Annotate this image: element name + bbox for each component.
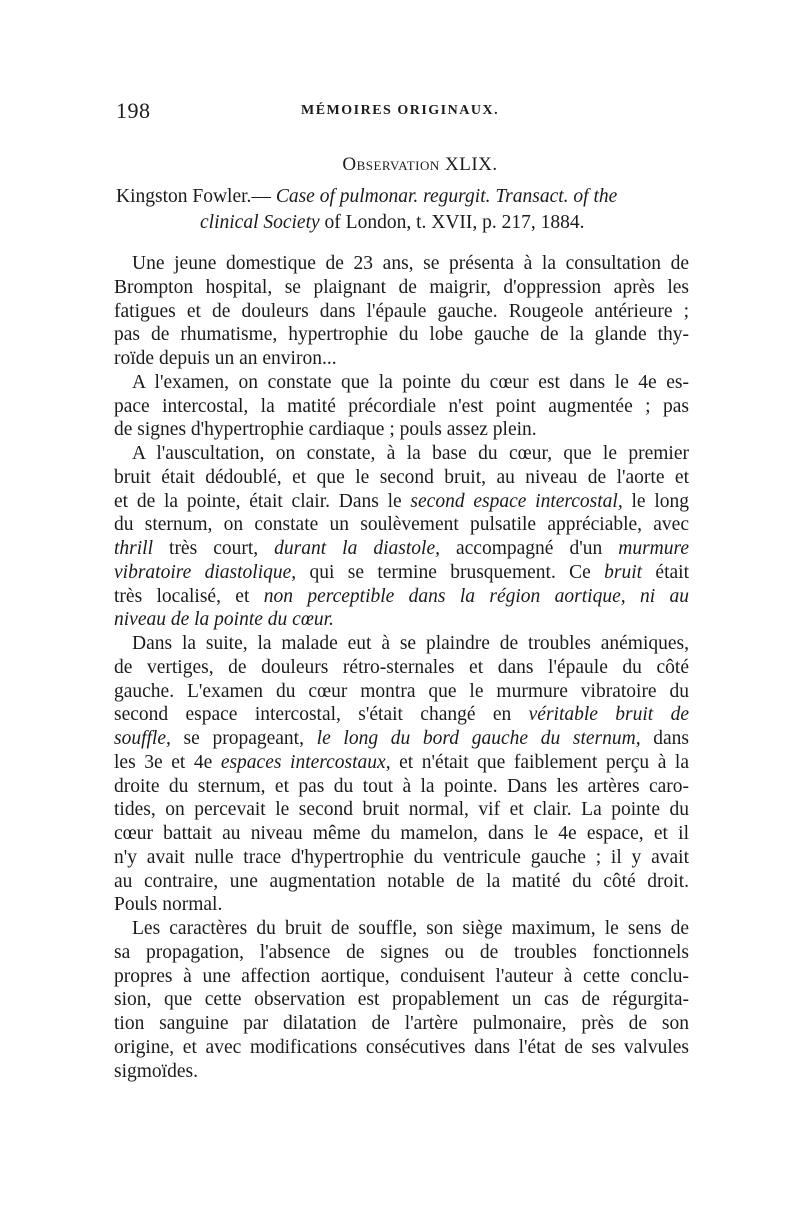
text-line: A l'examen, on constate que la pointe du cœur est dans le 4e es- [132, 371, 689, 393]
text-line: bruit était dédoublé, et que le second bruit, au niveau de l'aorte et [114, 466, 689, 488]
text-line: pas de rhumatisme, hypertrophie du lobe gauche de la glande thy- [114, 324, 689, 346]
citation [116, 184, 686, 236]
page-number: 198 [116, 98, 151, 123]
paragraph-2 [114, 371, 689, 442]
italic-run: second espace intercostal, [410, 490, 623, 512]
text-line: sigmoïdes. [114, 1060, 198, 1082]
citation-line-2 [116, 210, 686, 236]
italic-run: vibratoire diastolique, [114, 561, 297, 583]
italic-run: niveau de la pointe du cœur. [114, 609, 334, 631]
observation-heading: Observation XLIX. [342, 154, 498, 175]
text-run: très court, [153, 538, 275, 559]
paragraph-1 [114, 252, 689, 371]
running-head [116, 98, 691, 124]
text-line: Une jeune domestique de 23 ans, se présenta à la consultation de [132, 253, 689, 274]
text-run: se propageant, [170, 728, 317, 749]
paragraph-5 [114, 917, 689, 1083]
text-run: qui se termine brusquement. Ce [296, 561, 605, 583]
text-line [114, 490, 689, 514]
text-line: roïde depuis un an environ... [114, 348, 337, 369]
italic-run: souffle, [114, 728, 171, 749]
italic-run: espaces intercostaux, [220, 751, 391, 773]
text-line: propres à une affection aortique, conduisent l'auteur à cette conclu- [114, 965, 689, 987]
citation-society: clinical Society [200, 212, 320, 233]
paragraph-4 [114, 632, 689, 917]
text-line: Brompton hospital, se plaignant de maigrir, d'oppression après les [114, 276, 689, 298]
text-line: sa propagation, l'absence de signes ou de troubles fonctionnels [114, 941, 689, 963]
text-run: le long [622, 490, 689, 512]
text-line: cœur battait au niveau même du mamelon, dans le 4e espace, et il [114, 823, 689, 844]
text-run: les 3e et 4e [114, 751, 221, 773]
text-line [114, 751, 689, 775]
italic-run: thrill [114, 538, 154, 559]
italic-run: murmure [618, 538, 690, 559]
text-line: de vertiges, de douleurs rétro-sternales et dans l'épaule du côté [114, 656, 689, 678]
italic-run: durant la diastole, [274, 538, 440, 559]
text-line: droite du sternum, et pas du tout à la pointe. Dans les artères caro- [114, 775, 689, 797]
text-line [114, 537, 689, 561]
text-run: et de la pointe, était clair. Dans le [114, 490, 411, 512]
citation-title: Case of pulmonar. regurgit. Transact. of the [275, 186, 618, 207]
text-run: très localisé, et [114, 585, 264, 607]
text-line [114, 608, 689, 632]
citation-author: Kingston Fowler. [116, 186, 252, 207]
text-line: de signes d'hypertrophie cardiaque ; pouls assez plein. [114, 419, 537, 441]
text-line [114, 727, 689, 751]
text-line: tides, on percevait le second bruit normal, vif et clair. La pointe du [114, 799, 689, 821]
italic-run: bruit [604, 561, 643, 583]
text-run: dans [640, 728, 690, 749]
citation-line-1 [116, 184, 686, 210]
text-line: origine, et avec modifications consécutives dans l'état de ses valvules [114, 1036, 689, 1058]
text-line: Pouls normal. [114, 894, 223, 916]
italic-run: non perceptible dans la région aortique, ni au [263, 585, 689, 607]
citation-reference: of London, t. XVII, p. 217, 1884. [319, 212, 585, 233]
running-title: MÉMOIRES ORIGINAUX. [301, 103, 500, 118]
text-line: du sternum, on constate un soulèvement pulsatile appréciable, avec [114, 514, 689, 536]
text-line: sion, que cette observation est propablement un cas de régurgita- [114, 989, 689, 1011]
text-line: gauche. L'examen du cœur montra que le murmure vibratoire du [114, 680, 689, 702]
text-line: n'y avait nulle trace d'hypertrophie du ventricule gauche ; il y avait [114, 846, 689, 868]
text-run: accompagné d'un [439, 538, 619, 559]
text-run: était [642, 561, 689, 583]
italic-run: véritable bruit de [528, 704, 689, 726]
text-line: fatigues et de douleurs dans l'épaule gauche. Rougeole antérieure ; [114, 300, 689, 322]
citation-dash: — [251, 186, 276, 207]
text-line: Dans la suite, la malade eut à se plaindre de troubles anémiques, [132, 633, 689, 654]
text-run: et n'était que faiblement perçu à la [390, 751, 689, 773]
paragraph-3 [114, 442, 689, 632]
text-line [114, 703, 689, 727]
text-line: A l'auscultation, on constate, à la base du cœur, que le premier [132, 443, 689, 464]
text-line: pace intercostal, la matité précordiale n'est point augmentée ; pas [114, 395, 689, 417]
body-text [114, 252, 689, 1083]
text-line [114, 561, 689, 585]
italic-run: le long du bord gauche du sternum, [316, 728, 641, 749]
text-line: au contraire, une augmentation notable de la matité du côté droit. [114, 870, 689, 892]
text-line: tion sanguine par dilatation de l'artère pulmonaire, près de son [114, 1013, 689, 1034]
text-line [114, 585, 689, 609]
text-line: Les caractères du bruit de souffle, son siège maximum, le sens de [132, 918, 689, 939]
text-run: second espace intercostal, s'était changé en [114, 704, 529, 726]
